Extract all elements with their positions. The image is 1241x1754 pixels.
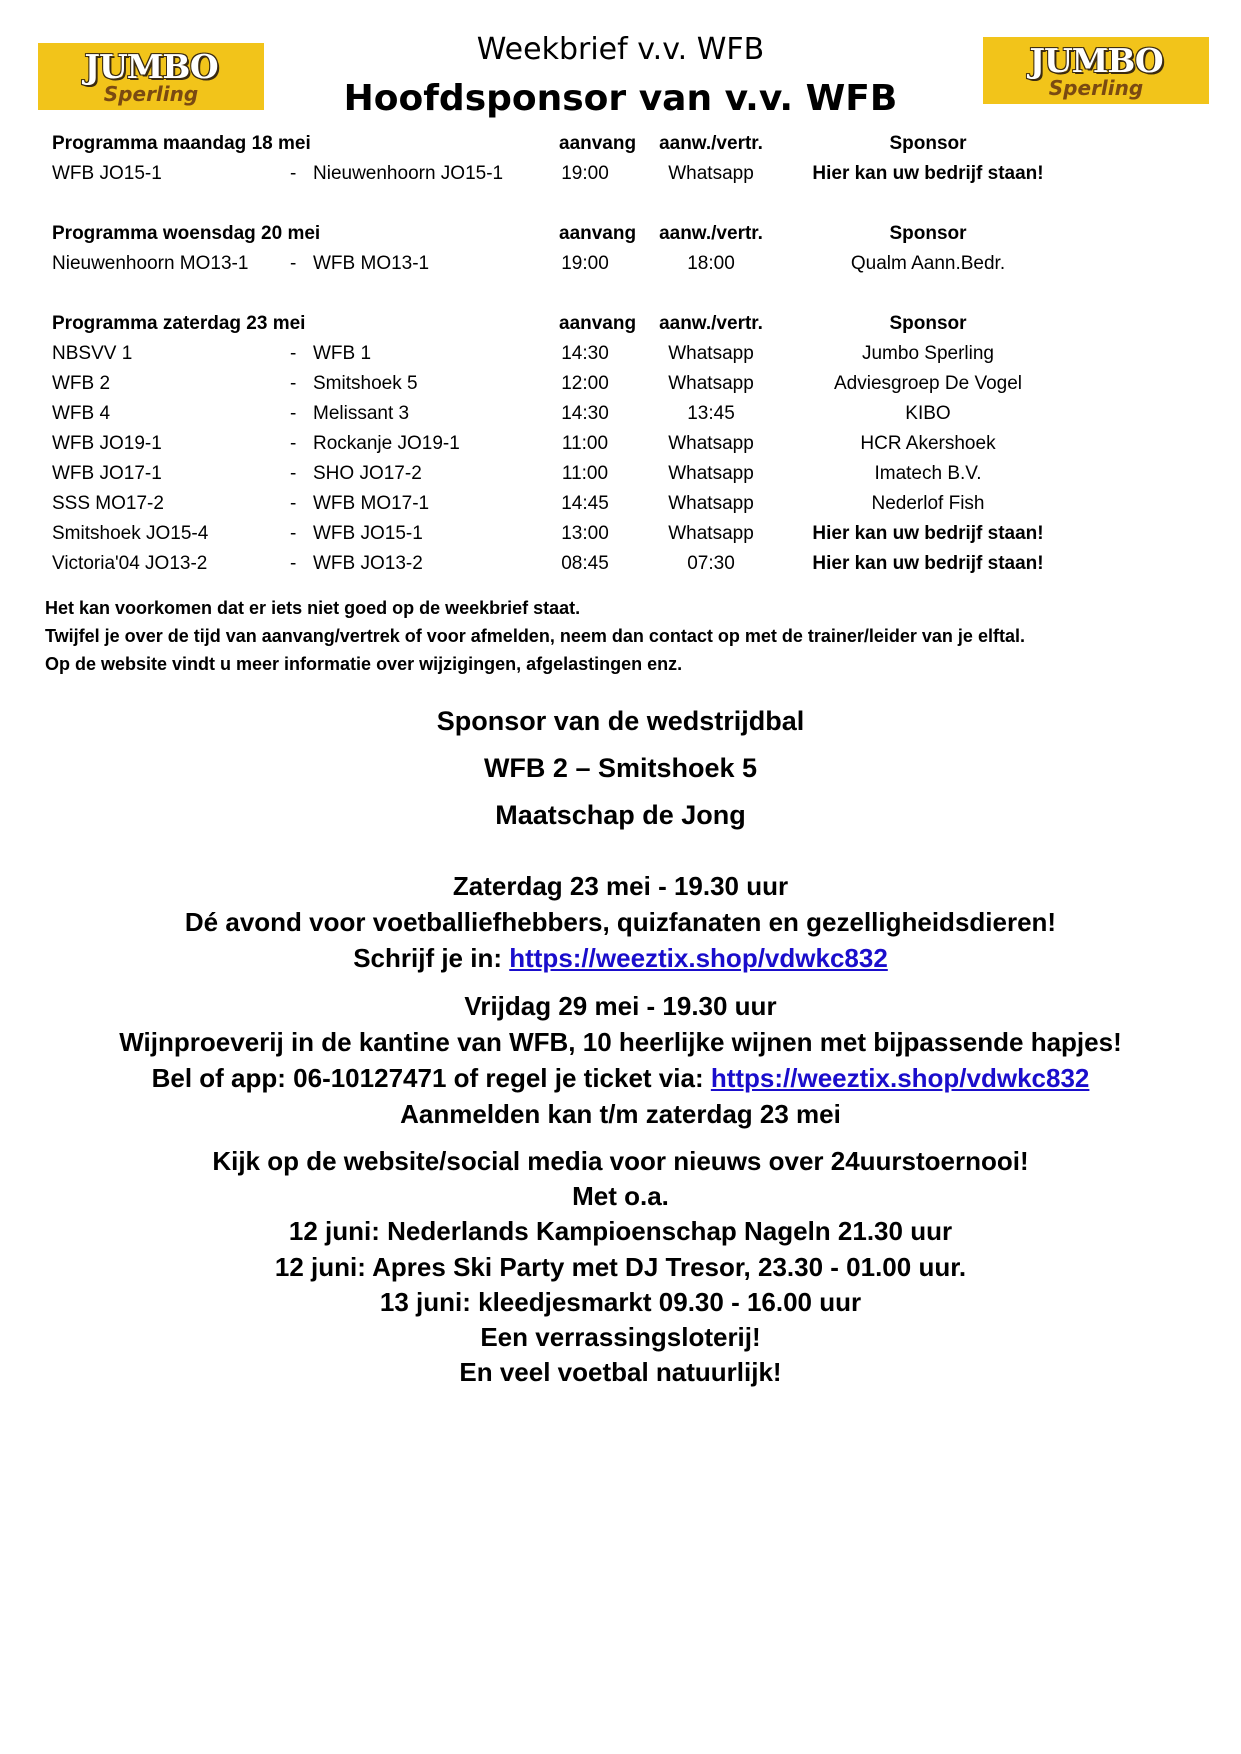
event-description: Dé avond voor voetballiefhebbers, quizfanaten en gezelligheidsdieren!: [184, 907, 1057, 937]
kickoff-time: 08:45: [561, 553, 609, 574]
ticket-link[interactable]: https://weeztix.shop/vdwkc832: [710, 1063, 1090, 1093]
match-row: [0, 550, 1241, 578]
page-subtitle: Hoofdsponsor van v.v. WFB: [343, 78, 898, 119]
page-title: Weekbrief v.v. WFB: [476, 32, 765, 67]
ticket-line: [0, 1060, 1241, 1096]
column-sponsor-header: Sponsor: [889, 133, 967, 154]
kickoff-time: 14:30: [561, 343, 609, 364]
column-arrival-header: aanw./vertr.: [659, 223, 763, 244]
match-row: [0, 370, 1241, 398]
home-team: WFB JO17-1: [52, 463, 162, 484]
home-team: WFB 4: [52, 403, 111, 424]
home-team: WFB JO19-1: [52, 433, 162, 454]
quiz-event: [0, 868, 1241, 976]
logo-store-text: Sperling: [103, 81, 199, 106]
match-row: [0, 160, 1241, 188]
ball-sponsor-match: WFB 2 – Smitshoek 5: [483, 753, 758, 783]
program-title: Programma zaterdag 23 mei: [52, 313, 306, 334]
home-team: Nieuwenhoorn MO13-1: [52, 253, 249, 274]
separator: -: [290, 253, 297, 274]
arrival-time: Whatsapp: [668, 343, 754, 364]
arrival-time: 18:00: [687, 253, 735, 274]
arrival-time: Whatsapp: [668, 433, 754, 454]
ball-sponsor-heading: Sponsor van de wedstrijdbal: [436, 706, 805, 736]
separator: -: [290, 163, 297, 184]
away-team: SHO JO17-2: [313, 463, 422, 484]
home-team: SSS MO17-2: [52, 493, 164, 514]
away-team: WFB 1: [313, 343, 372, 364]
match-row: [0, 490, 1241, 518]
away-team: WFB MO17-1: [313, 493, 430, 514]
kickoff-time: 19:00: [561, 253, 609, 274]
kickoff-time: 11:00: [561, 433, 609, 454]
tournament-line: Een verrassingsloterij!: [480, 1322, 761, 1353]
tournament-section: [0, 1144, 1241, 1390]
tournament-line: Kijk op de website/social media voor nieuws over 24uurstoernooi!: [212, 1146, 1029, 1176]
kickoff-time: 14:30: [561, 403, 609, 424]
arrival-time: 07:30: [687, 553, 735, 574]
signup-link[interactable]: https://weeztix.shop/vdwkc832: [509, 943, 888, 973]
separator: -: [290, 373, 297, 394]
match-row: [0, 250, 1241, 278]
match-sponsor: Adviesgroep De Vogel: [833, 373, 1022, 394]
match-sponsor: KIBO: [905, 403, 951, 424]
wine-event: [0, 988, 1241, 1132]
event-deadline: Aanmelden kan t/m zaterdag 23 mei: [400, 1099, 841, 1129]
kickoff-time: 11:00: [561, 463, 609, 484]
arrival-time: Whatsapp: [668, 493, 754, 514]
home-team: Victoria'04 JO13-2: [52, 553, 208, 574]
ball-sponsor-section: [0, 698, 1241, 839]
home-team: Smitshoek JO15-4: [52, 523, 209, 544]
match-sponsor: HCR Akershoek: [860, 433, 996, 454]
arrival-time: Whatsapp: [668, 523, 754, 544]
note-line: Het kan voorkomen dat er iets niet goed op de weekbrief staat.: [45, 598, 581, 618]
kickoff-time: 12:00: [561, 373, 609, 394]
home-team: WFB 2: [52, 373, 111, 394]
tournament-line: 12 juni: Apres Ski Party met DJ Tresor, 23.30 - 01.00 uur.: [274, 1251, 967, 1282]
signup-line: [0, 940, 1241, 976]
column-time-header: aanvang: [559, 313, 637, 334]
match-sponsor: Hier kan uw bedrijf staan!: [812, 553, 1044, 574]
program-header-saturday: [0, 310, 1241, 338]
program-header-monday: [0, 130, 1241, 158]
column-arrival-header: aanw./vertr.: [659, 313, 763, 334]
column-arrival-header: aanw./vertr.: [659, 133, 763, 154]
separator: -: [290, 433, 297, 454]
program-title: Programma maandag 18 mei: [52, 133, 311, 154]
column-time-header: aanvang: [559, 133, 637, 154]
note-line: Op de website vindt u meer informatie over wijzigingen, afgelastingen enz.: [45, 654, 683, 674]
match-sponsor: Nederlof Fish: [871, 493, 985, 514]
match-sponsor: Imatech B.V.: [874, 463, 982, 484]
program-header-wednesday: [0, 220, 1241, 248]
separator: -: [290, 343, 297, 364]
match-row: [0, 400, 1241, 428]
arrival-time: 13:45: [687, 403, 735, 424]
separator: -: [290, 403, 297, 424]
arrival-time: Whatsapp: [668, 373, 754, 394]
tournament-line: 13 juni: kleedjesmarkt 09.30 - 16.00 uur: [379, 1286, 862, 1317]
note-line: Twijfel je over de tijd van aanvang/vertrek of voor afmelden, neem dan contact op met de trainer/leider van je elftal.: [45, 626, 1025, 646]
tournament-line: En veel voetbal natuurlijk!: [459, 1357, 782, 1388]
away-team: WFB JO15-1: [313, 523, 423, 544]
event-description: Wijnproeverij in de kantine van WFB, 10 heerlijke wijnen met bijpassende hapjes!: [119, 1027, 1122, 1057]
ball-sponsor-name: Maatschap de Jong: [495, 800, 746, 830]
arrival-time: Whatsapp: [668, 163, 754, 184]
program-title: Programma woensdag 20 mei: [52, 223, 321, 244]
column-sponsor-header: Sponsor: [889, 223, 967, 244]
home-team: NBSVV 1: [52, 343, 133, 364]
match-row: [0, 460, 1241, 488]
match-row: [0, 430, 1241, 458]
column-sponsor-header: Sponsor: [889, 313, 967, 334]
arrival-time: Whatsapp: [668, 463, 754, 484]
separator: -: [290, 523, 297, 544]
away-team: WFB MO13-1: [313, 253, 430, 274]
logo-store-text: Sperling: [1048, 75, 1144, 100]
tournament-line: Met o.a.: [572, 1181, 669, 1212]
notes: [45, 594, 1025, 678]
away-team: Rockanje JO19-1: [313, 433, 460, 454]
kickoff-time: 13:00: [561, 523, 609, 544]
away-team: Nieuwenhoorn JO15-1: [313, 163, 504, 184]
separator: -: [290, 493, 297, 514]
ticket-label: Bel of app: 06-10127471 of regel je ticket via:: [151, 1063, 711, 1093]
separator: -: [290, 463, 297, 484]
logo-brand-text: JUMBO: [84, 46, 218, 86]
logo-brand-text: JUMBO: [1029, 40, 1163, 80]
match-sponsor: Qualm Aann.Bedr.: [850, 253, 1006, 274]
event-date: Zaterdag 23 mei - 19.30 uur: [452, 871, 789, 901]
signup-label: Schrijf je in:: [353, 943, 510, 973]
match-row: [0, 520, 1241, 548]
match-sponsor: Jumbo Sperling: [861, 343, 995, 364]
match-row: [0, 340, 1241, 368]
away-team: WFB JO13-2: [313, 553, 423, 574]
match-sponsor: Hier kan uw bedrijf staan!: [812, 523, 1044, 544]
match-sponsor: Hier kan uw bedrijf staan!: [812, 163, 1044, 184]
separator: -: [290, 553, 297, 574]
home-team: WFB JO15-1: [52, 163, 162, 184]
kickoff-time: 14:45: [561, 493, 609, 514]
tournament-line: 12 juni: Nederlands Kampioenschap Nageln 21.30 uur: [288, 1216, 953, 1247]
kickoff-time: 19:00: [561, 163, 609, 184]
away-team: Melissant 3: [313, 403, 410, 424]
away-team: Smitshoek 5: [313, 373, 418, 394]
column-time-header: aanvang: [559, 223, 637, 244]
event-date: Vrijdag 29 mei - 19.30 uur: [464, 991, 777, 1021]
